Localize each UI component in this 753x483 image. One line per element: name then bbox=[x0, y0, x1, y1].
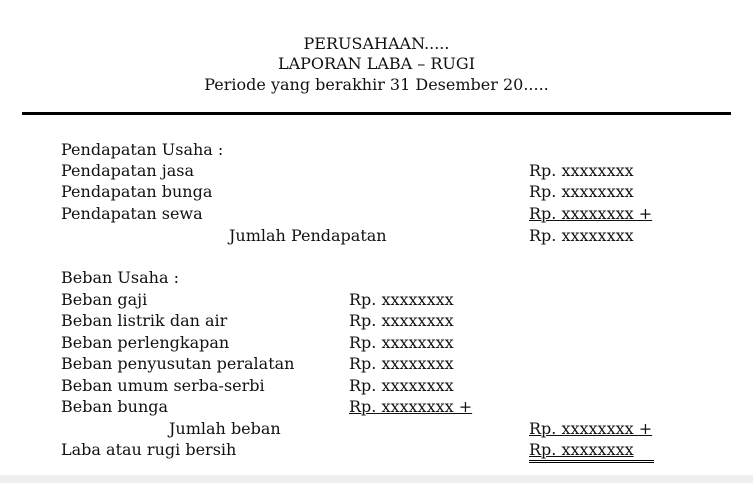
revenue-item-amount: Rp. xxxxxxxx bbox=[529, 182, 634, 201]
revenue-total-amount: Rp. xxxxxxxx bbox=[529, 226, 634, 245]
report-title: LAPORAN LABA – RUGI bbox=[277, 54, 476, 73]
revenue-item-amount: Rp. xxxxxxxx + bbox=[529, 204, 653, 223]
expense-item-amount: Rp. xxxxxxxx bbox=[349, 376, 454, 395]
company-name: PERUSAHAAN..... bbox=[303, 34, 450, 53]
expense-item-label: Beban gaji bbox=[61, 290, 148, 309]
expense-item-label: Beban listrik dan air bbox=[61, 311, 228, 330]
expense-item-amount: Rp. xxxxxxxx bbox=[349, 311, 454, 330]
expense-heading: Beban Usaha : bbox=[61, 268, 179, 287]
expense-item-label: Beban umum serba-serbi bbox=[61, 376, 265, 395]
expense-item-amount: Rp. xxxxxxxx bbox=[349, 333, 454, 352]
net-income-value: Rp. xxxxxxxx bbox=[529, 440, 654, 463]
expense-item-label: Beban perlengkapan bbox=[61, 333, 230, 352]
report-period: Periode yang berakhir 31 Desember 20..... bbox=[204, 75, 549, 94]
page-bottom-edge bbox=[0, 475, 753, 483]
net-income-label: Laba atau rugi bersih bbox=[61, 440, 237, 459]
revenue-item-label: Pendapatan bunga bbox=[61, 182, 213, 201]
revenue-heading: Pendapatan Usaha : bbox=[61, 140, 224, 159]
expense-total-label: Jumlah beban bbox=[169, 419, 281, 438]
expense-item-label: Beban penyusutan peralatan bbox=[61, 354, 295, 373]
expense-item-amount: Rp. xxxxxxxx + bbox=[349, 397, 473, 416]
expense-total-amount: Rp. xxxxxxxx + bbox=[529, 419, 653, 438]
revenue-item-label: Pendapatan sewa bbox=[61, 204, 203, 223]
expense-item-amount: Rp. xxxxxxxx bbox=[349, 354, 454, 373]
revenue-item-amount: Rp. xxxxxxxx bbox=[529, 161, 634, 180]
revenue-item-label: Pendapatan jasa bbox=[61, 161, 194, 180]
revenue-total-label: Jumlah Pendapatan bbox=[229, 226, 387, 245]
expense-item-amount: Rp. xxxxxxxx bbox=[349, 290, 454, 309]
header-divider bbox=[22, 112, 731, 115]
net-income-amount bbox=[529, 440, 654, 460]
expense-item-label: Beban bunga bbox=[61, 397, 169, 416]
